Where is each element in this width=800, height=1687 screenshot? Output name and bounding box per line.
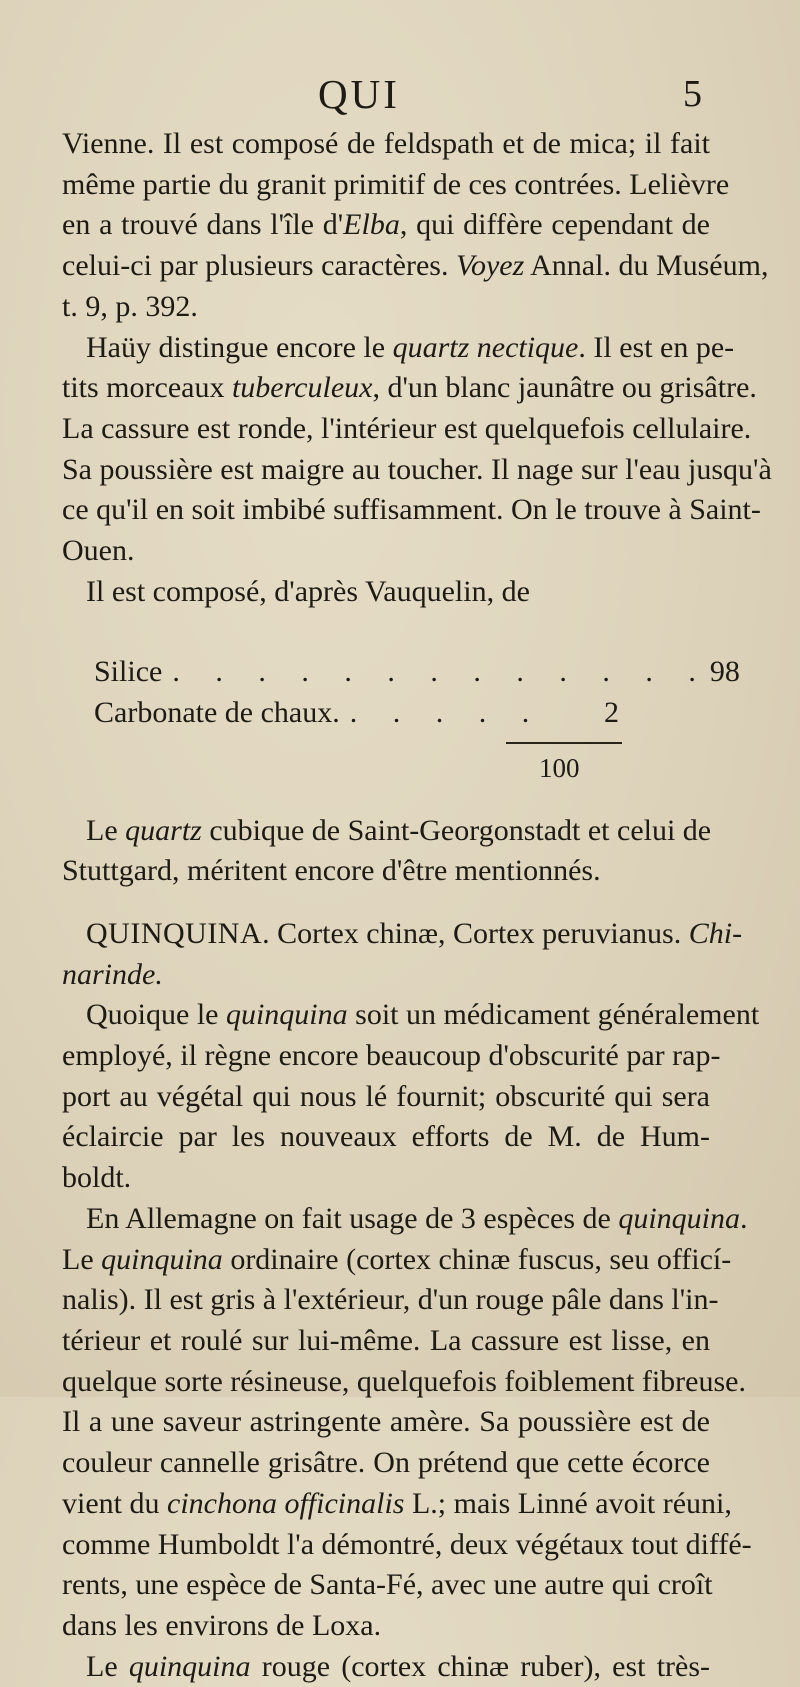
text-line: nalis). Il est gris à l'extérieur, d'un rouge pâle dans l'in- (62, 1283, 719, 1317)
text-line: En Allemagne on fait usage de 3 espèces de quinquina. (86, 1201, 748, 1235)
paragraph-composition-intro (62, 572, 710, 613)
text-line: celui-ci par plusieurs caractères. Voyez Annal. du Muséum, (62, 249, 769, 283)
text-line: boldt. (62, 1161, 132, 1195)
running-head: QUI (318, 71, 400, 117)
text-line: Il a une saveur astringente amère. Sa poussière est de (62, 1405, 710, 1439)
text-line: en a trouvé dans l'île d'Elba, qui diffère cependant de (62, 208, 710, 242)
entry-quinquina (62, 914, 743, 995)
paragraph-quinquina-rouge (62, 1647, 710, 1687)
text-line: Il est composé, d'après Vauquelin, de (86, 574, 530, 608)
text-line: même partie du granit primitif de ces contrées. Lelièvre (62, 167, 730, 201)
text-line: Haüy distingue encore le quartz nectique. Il est en pe- (86, 330, 735, 364)
text-line: Ouen. (62, 534, 135, 568)
text-line: Quoique le quinquina soit un médicament généralement (86, 998, 760, 1032)
page-header (0, 68, 800, 116)
text-line: éclaircie par les nouveaux efforts de M. de Hum- (62, 1120, 710, 1154)
composition-table (62, 652, 740, 788)
paragraph-granite (62, 124, 769, 328)
text-line: t. 9, p. 392. (62, 289, 198, 323)
text-line: Sa poussière est maigre au toucher. Il nage sur l'eau jusqu'à (62, 452, 772, 486)
text-line: quelque sorte résineuse, quelquefois foiblement fibreuse. (62, 1364, 746, 1398)
text-line: Vienne. Il est composé de feldspath et de mica; il fait (62, 127, 710, 160)
text-line: Stuttgard, méritent encore d'être mentionnés. (62, 854, 601, 888)
paragraph-quartz-nectique (62, 328, 772, 572)
table-value: 2 (604, 696, 619, 730)
text-line: port au végétal qui nous lé fournit; obscurité qui sera (62, 1079, 710, 1113)
text-line: QUINQUINA. Cortex chinæ, Cortex peruvianus. Chi- (86, 916, 743, 950)
table-label: Carbonate de chaux. (94, 696, 340, 730)
table-label: Silice (94, 655, 163, 689)
paragraph-quartz-cubique (62, 811, 710, 892)
text-line: tits morceaux tuberculeux, d'un blanc jaunâtre ou grisâtre. (62, 371, 757, 405)
text-line: rents, une espèce de Santa-Fé, avec une autre qui croît (62, 1568, 713, 1602)
table-total-rule (506, 742, 622, 744)
text-line: couleur cannelle grisâtre. On prétend que cette écorce (62, 1446, 710, 1480)
text-line: dans les environs de Loxa. (62, 1608, 382, 1642)
page-number: 5 (683, 73, 702, 115)
text-line: Le quinquina ordinaire (cortex chinæ fuscus, seu officí- (62, 1242, 732, 1276)
text-line: employé, il règne encore beaucoup d'obscurité par rap- (62, 1039, 721, 1073)
text-line: ce qu'il en soit imbibé suffisamment. On le trouve à Saint- (62, 493, 761, 527)
text-line: térieur et roulé sur lui-même. La cassure est lisse, en (62, 1323, 710, 1357)
table-row (62, 693, 619, 734)
leader-dots: . . . . . (349, 696, 544, 730)
text-line: La cassure est ronde, l'intérieur est quelquefois cellulaire. (62, 411, 752, 445)
page-body (62, 124, 772, 1687)
text-line: comme Humboldt l'a démontré, deux végétaux tout diffé- (62, 1527, 752, 1561)
text-line: vient du cinchona officinalis L.; mais Linné avoit réuni, (62, 1486, 732, 1520)
table-value: 98 (709, 655, 740, 689)
paragraph-quinquina-species (62, 1199, 752, 1647)
entry-headword: QUINQUINA (86, 916, 263, 950)
table-row (62, 652, 740, 693)
paragraph-quinquina-intro (62, 995, 760, 1199)
text-line: Le quinquina rouge (cortex chinæ ruber), est très- (86, 1649, 710, 1683)
text-line: narinde. (62, 957, 163, 991)
table-total: 100 (539, 752, 580, 783)
leader-dots: . . . . . . . . . . . . . (172, 655, 710, 689)
text-line: Le quartz cubique de Saint-Georgonstadt et celui de (86, 813, 712, 847)
